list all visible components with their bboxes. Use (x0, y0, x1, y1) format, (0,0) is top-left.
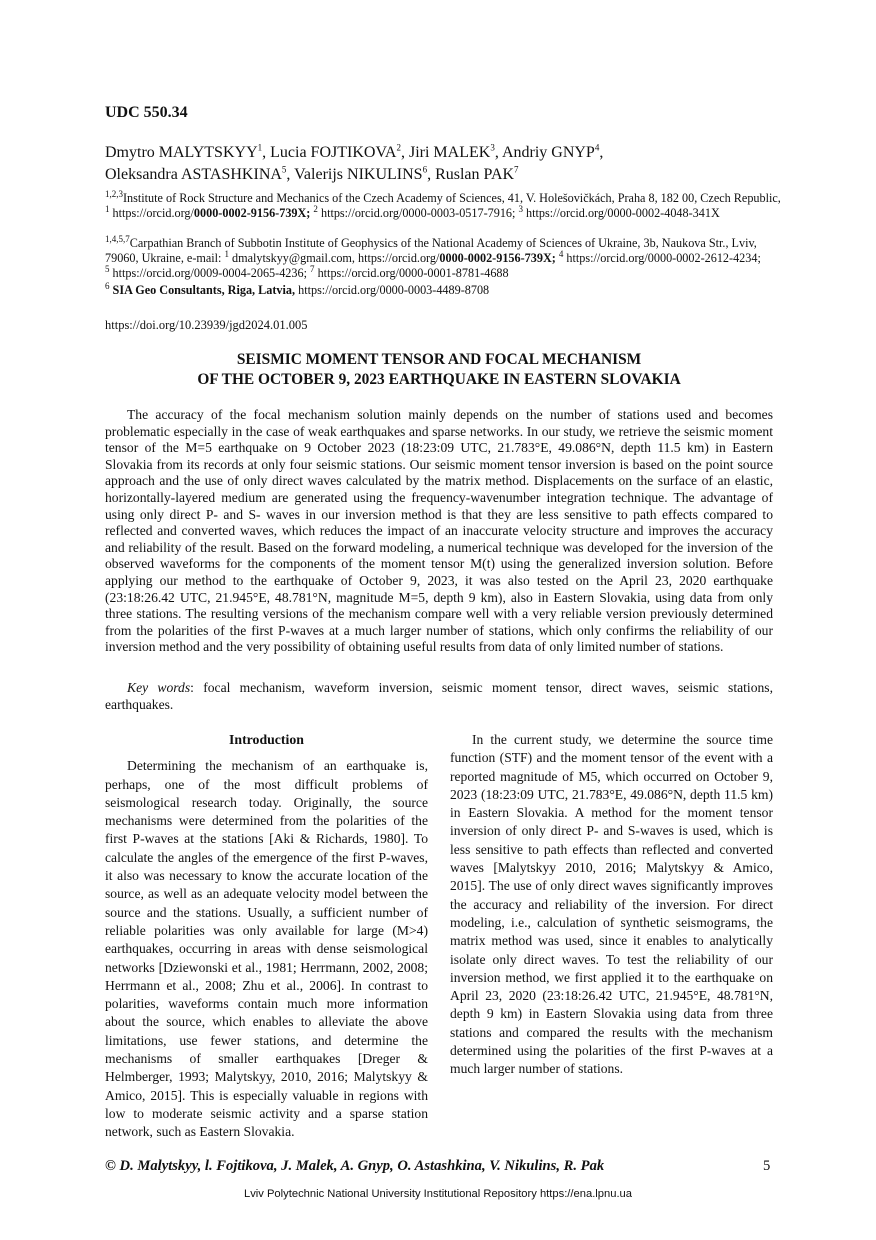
keywords-label: Key words (127, 680, 191, 695)
email-link[interactable]: dmalytskyy@gmail.com, https://orcid.org/ (232, 251, 440, 265)
author-line-1: Dmytro MALYTSKYY$^1$, Lucia FOJTIKOVA$^2$, Jiri MALEK$^3$, Andriy GNYP$^4$, (105, 142, 604, 161)
page-number: 5 (763, 1158, 771, 1174)
orcid-link[interactable]: https://orcid.org/0000-0003-4489-8708 (298, 283, 490, 297)
keywords: Key words: focal mechanism, waveform inversion, seismic moment tensor, direct waves, seismic stations, earthquakes. (105, 680, 773, 712)
repository-footer: Lviv Polytechnic National University Institutional Repository https://ena.lpnu.ua (243, 1188, 633, 1200)
orcid-link[interactable]: https://orcid.org/0000-0002-2612-4234; (566, 251, 761, 265)
author-name: Ruslan PAK (435, 166, 515, 183)
section-heading: Introduction (229, 732, 304, 747)
orcid-link[interactable]: 0000-0002-9156-739X; (439, 251, 556, 265)
paragraph: Determining the mechanism of an earthquake is, perhaps, one of the most difficult problems of seismological research today. Originally, the source mechanisms were determined from the polarities of the first P-waves at the stations [Aki & Richards, 1980]. To calculate the angles of the emergence of the first P-waves, it also was necessary to know the accurate location of the source, as well as an adequate velocity model between the source and the stations. Usually, a sufficient number of reliable polarities was only available for large (M>4) earthquakes, occurring in areas with dense seismological networks [Dziewonski et al., 1981; Herrmann, 2002, 2008; Herrmann et al., 2008; Zhu et al., 2006]. In contrast to polarities, waveforms contain much more information about the source, which enables to alleviate the above limitations, use fewer stations, and determine the mechanisms of smaller earthquakes [Dreger & Helmberger, 1993; Malytskyy, 2010, 2016; Malytskyy & Amico, 2015]. This is especially valuable in regions with low to moderate seismic activity and a sparse station network, such as Eastern Slovakia. (105, 758, 428, 1140)
orcid-link[interactable]: https://orcid.org/0009-0004-2065-4236; (112, 266, 307, 280)
affiliation-2: $^{1,4,5,7}$Carpathian Branch of Subbotin Institute of Geophysics of the National Academy of Sciences of Ukraine, 3b, Naukova Str., Lviv, 79060, Ukraine, e-mail: $^1$ dmalytskyy@gmail.com, https://orcid.org/0000-0002-9156-739X; $^4$ https://orcid.org/0000-0002-2612-4234; $^5$ https://orcid.org/0009-0004-2065-4236; $^7$ https://orcid.org/0000-0001-8781-4688 (105, 233, 761, 280)
right-column (450, 731, 773, 1079)
author-name: Valerijs NIKULINS (294, 166, 423, 183)
orcid-link[interactable]: https://orcid.org/0000-0002-4048-341X (526, 206, 720, 220)
abstract: The accuracy of the focal mechanism solution mainly depends on the number of stations used and becomes problematic especially in the case of weak earthquakes and sparse networks. In our study, we retrieve the seismic moment tensor of the M=5 earthquake on 9 October 2023 (18:23:09 UTC, 21.783°E, 49.086°N, depth 11.5 km) in Eastern Slovakia from its records at only four seismic stations. Our seismic moment tensor inversion is based on the point source approach and the use of only direct waves calculated by the matrix method. Displacements on the surface of an elastic, horizontally-layered medium are generated using the frequency-wavenumber integration technique. The advantage of using only direct P- and S- waves in our inversion method is that they are less sensitive to path effects compared to reflected and converted waves, which reduces the impact of an inaccurate velocity structure and improves the accuracy and reliability of the result. Based on the forward modeling, a numerical technique was developed for the inversion of the observed waveforms for the components of the moment tensor M(t) using the generalized inversion solution. Before applying our method to the earthquake of October 9, 2023, it was also tested on the April 23, 2020 earthquake (23:18:26.42 UTC, 21.945°E, 48.781°N, magnitude M=5, depth 9 km), also in Eastern Slovakia, using data from only three stations. The resulting versions of the mechanism compare well with a very reliable version previously determined from the polarities of the first P-waves at a much larger number of stations, which only confirms the reliability of our inversion method and the very possibility of obtaining useful results from data of only limited number of stations. (105, 407, 773, 655)
author-list (105, 142, 785, 186)
copyright-line: © D. Malytskyy, l. Fojtikova, J. Malek, A. Gnyp, O. Astashkina, V. Nikulins, R. Pak (105, 1158, 605, 1174)
author-name: Jiri MALEK (408, 144, 491, 161)
author-name: Oleksandra ASTASHKINA (105, 166, 282, 183)
left-column (105, 731, 428, 1142)
author-name: Andriy GNYP (501, 144, 595, 161)
paragraph: In the current study, we determine the source time function (STF) and the moment tensor of the event with a reported magnitude of M5, which occurred on October 9, 2023 (18:23:09 UTC, 21.783°E, 49.086°N, depth 11.5 km) in Eastern Slovakia. A method for the moment tensor inversion of only direct P- and S-waves is used, which is less sensitive to path effects than reflected and converted waves [Malytskyy 2010, 2016; Malytskyy & Amico, 2015]. The use of only direct waves significantly improves the accuracy and reliability of the inversion. For direct modeling, i.e., calculation of synthetic seismograms, the matrix method was used, since it enables to analytically isolate only direct waves. To test the reliability of our inversion method, we first applied it to the earthquake on April 23, 2020 (23:18:26.42 UTC, 21.945°E, 48.781°N, depth 9 km) in Eastern Slovakia using data from three stations and compared the results with the mechanism determined using the polarities of the first P-waves at a much larger number of stations. (450, 732, 773, 1077)
author-name: Dmytro MALYTSKYY (105, 144, 258, 161)
orcid-link[interactable]: https://orcid.org/0000-0001-8781-4688 (317, 266, 509, 280)
affiliation-3: $^6$ SIA Geo Consultants, Riga, Latvia, https://orcid.org/0000-0003-4489-8708 (105, 280, 490, 297)
doi-link[interactable]: https://doi.org/10.23939/jgd2024.01.005 (105, 318, 308, 332)
author-name: Lucia FOJTIKOVA (270, 144, 397, 161)
udc-code: UDC 550.34 (105, 104, 188, 121)
author-line-2: Oleksandra ASTASHKINA$^5$, Valerijs NIKULINS$^6$, Ruslan PAK$^7$ (105, 164, 519, 183)
orcid-link[interactable]: https://orcid.org/ (112, 206, 194, 220)
affiliation-1: $^{1,2,3}$Institute of Rock Structure and Mechanics of the Czech Academy of Sciences, 41, V. Holešovičkách, Praha 8, 182 00, Czech Republic, $^1$ https://orcid.org/0000-0002-9156-739X; $^2$ https://orcid.org/0000-0003-0517-7916; $^3$ https://orcid.org/0000-0002-4048-341X (105, 188, 781, 220)
orcid-link[interactable]: https://orcid.org/0000-0003-0517-7916; (320, 206, 516, 220)
orcid-link[interactable]: 0000-0002-9156-739X; (193, 206, 311, 220)
paper-title: SEISMIC MOMENT TENSOR AND FOCAL MECHANISM OF THE OCTOBER 9, 2023 EARTHQUAKE IN EASTERN SLOVAKIA (197, 351, 681, 388)
